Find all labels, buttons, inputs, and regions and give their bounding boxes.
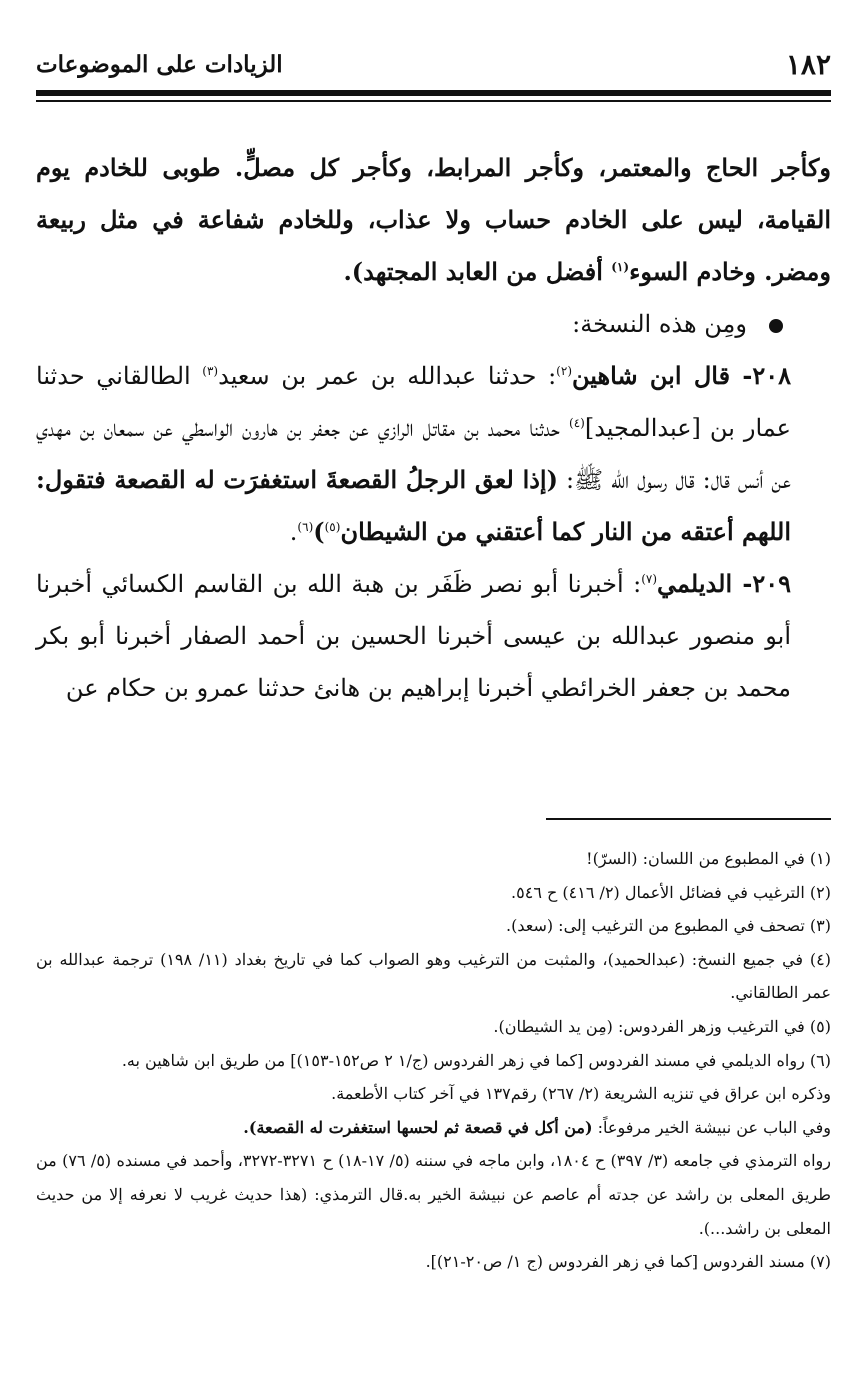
running-title: الزيادات على الموضوعات	[36, 50, 283, 78]
footnote-7: (٧) مسند الفردوس [كما في زهر الفردوس (ج ١/ ص٢٠-٢١)].	[425, 1252, 831, 1272]
footnote-ref-6: (٦)	[297, 520, 314, 534]
footnote-ref-7: (٧)	[641, 572, 658, 586]
hadith-continuation	[36, 142, 831, 298]
entry-208-hadith-close: )	[313, 517, 325, 546]
entry-208-end: .	[289, 518, 298, 546]
entry-208-text-3: حدثنا محمد بن مقاتل الرازي عن جعفر بن هارون الواسطي عن سمعان بن مهدي عن أنس قال: قال رسول الله ﷺ:	[36, 414, 791, 494]
footnote-separator	[546, 818, 831, 820]
entry-209	[36, 558, 831, 714]
entry-209-heading: ٢٠٩- الديلمي	[657, 569, 791, 598]
entry-209-text: : أخبرنا أبو نصر ظَفَر بن هبة الله بن القاسم الكسائي أخبرنا أبو منصور عبدالله بن عيسى أخبرنا الحسين بن أحمد الصفار أخبرنا أبو بكر محمد بن جعفر الخرائطي أخبرنا إبراهيم بن هانئ حدثنا عمرو بن حكام عن	[36, 570, 791, 702]
continuation-text: وكأجر الحاج والمعتمر، وكأجر المرابط، وكأجر كل مصلٍّ. طوبى للخادم يوم القيامة، ليس على الخادم حساب ولا عذاب، وللخادم شفاعة في مثل ربيعة ومضر. وخادم السوء	[36, 153, 831, 286]
header-rule-thin	[36, 100, 831, 102]
footnote-ref-2: (٢)	[556, 364, 572, 378]
entry-208-text-1: : حدثنا عبدالله بن عمر بن سعيد	[218, 362, 557, 390]
footnote-6-cont-1: وذكره ابن عراق في تنزيه الشريعة (٢/ ٢٦٧) رقم١٣٧ في آخر كتاب الأطعمة.	[331, 1084, 831, 1104]
footnote-6-cont-3: رواه الترمذي في جامعه (٣/ ٣٩٧) ح ١٨٠٤، وابن ماجه في سننه (٥/ ١٧-١٨) ح ٣٢٧١-٣٢٧٢، وأحمد في مسنده (٥/ ٧٦) من طريق المعلى بن راشد عن جدته أم عاصم عن نبيشة الخير به.قال الترمذي: (هذا حديث غريب لا نعرفه إلا من حديث المعلى بن راشد...).	[36, 1151, 832, 1238]
footnote-6-cont-2	[36, 1111, 831, 1145]
footnote-1: (١) في المطبوع من اللسان: (السرّ)!	[586, 849, 831, 868]
footnote-2: (٢) الترغيب في فضائل الأعمال (٢/ ٤١٦) ح ٥٤٦.	[511, 882, 831, 902]
footnote-6-hadith: (من أكل في قصعة ثم لحسها استغفرت له القصعة).	[243, 1117, 593, 1137]
footnote-ref-5: (٥)	[324, 520, 341, 534]
header-rule-thick	[36, 90, 831, 96]
footnote-6-cont-2-text: وفي الباب عن نبيشة الخير مرفوعاً:	[592, 1117, 831, 1137]
entry-208-hadith: (إذا لعق الرجلُ القصعةَ استغفرَت له القصعة فتقول: اللهم أعتقه من النار كما أعتقني من الشيطان	[36, 465, 791, 546]
footnote-6: (٦) رواه الديلمي في مسند الفردوس [كما في زهر الفردوس (ج/١ ٢ ص١٥٢-١٥٣)] من طريق ابن شاهين به.	[121, 1050, 831, 1070]
entry-208-heading: ٢٠٨- قال ابن شاهين	[572, 361, 791, 390]
page-header	[36, 44, 831, 84]
footnote-ref-1: (١)	[611, 260, 630, 274]
section-intro	[36, 298, 831, 350]
main-text	[36, 142, 831, 714]
entry-208	[36, 350, 831, 558]
bullet-icon	[769, 319, 783, 333]
footnote-5: (٥) في الترغيب وزهر الفردوس: (مِن يد الشيطان).	[493, 1016, 831, 1036]
footnotes	[36, 842, 831, 1279]
footnote-4: (٤) في جميع النسخ: (عبدالحميد)، والمثبت من الترغيب وهو الصواب كما في تاريخ بغداد (١١/ ١٩٨) ترجمة عبدالله بن عمر الطالقاني.	[36, 949, 831, 1003]
footnote-ref-4: (٤)	[569, 416, 585, 430]
entry-208-text-2: الطالقاني حدثنا عمار بن [عبدالمجيد]	[36, 362, 791, 442]
continuation-text-end: أفضل من العابد المجتهد).	[343, 257, 612, 286]
page-number: ١٨٢	[785, 47, 831, 81]
section-intro-text: ومِن هذه النسخة:	[572, 310, 747, 338]
footnote-ref-3: (٣)	[202, 364, 219, 378]
footnote-3: (٣) تصحف في المطبوع من الترغيب إلى: (سعد).	[506, 916, 831, 936]
